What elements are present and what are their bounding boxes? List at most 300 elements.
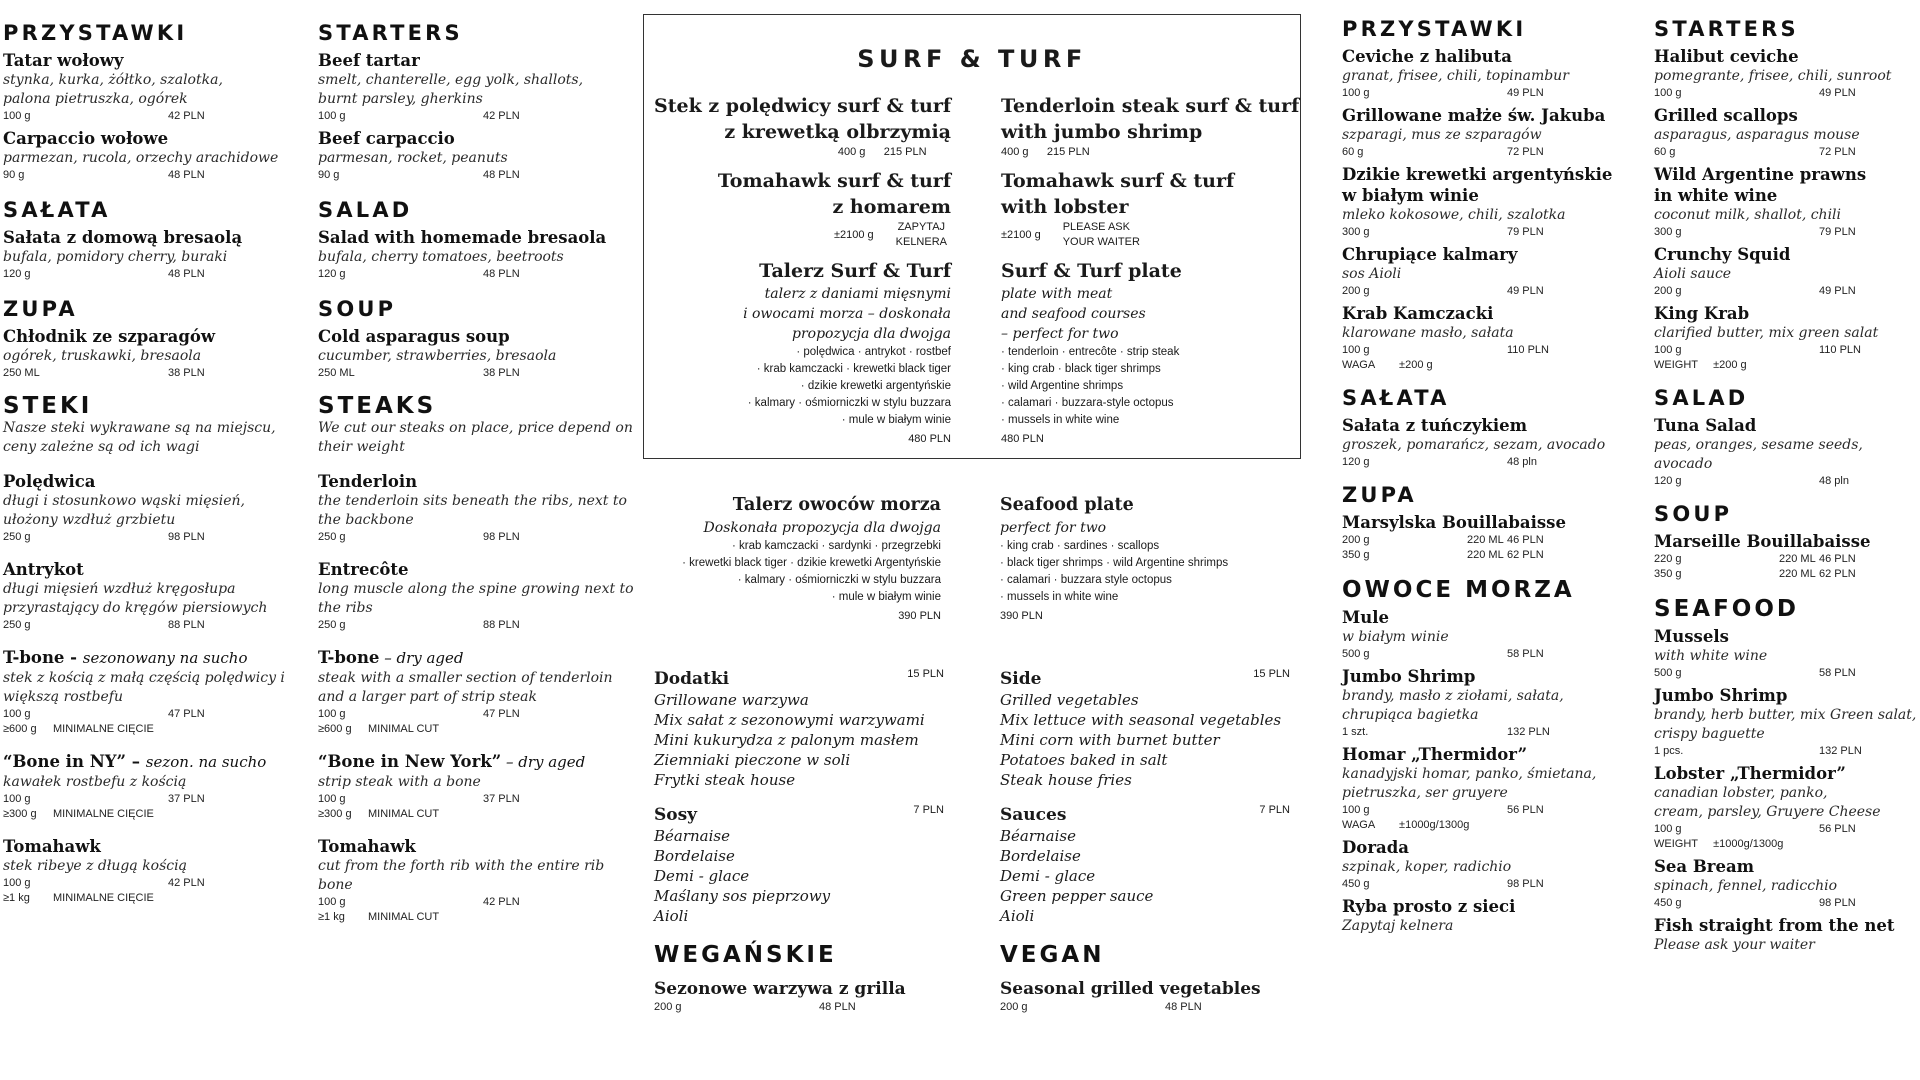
item-min-label: MINIMAL CUT <box>368 808 440 820</box>
menu-item: Sałata z domową bresaolą bufala, pomidory cherry, buraki 120 g 48 PLN <box>3 228 243 280</box>
menu-item <box>3 128 303 183</box>
item-quantity: 250 g <box>318 619 346 631</box>
item-price: 48 PLN <box>483 169 520 181</box>
item-price: 88 PLN <box>483 619 520 631</box>
list-line: propozycja dla dwojga <box>792 326 951 342</box>
item-description: kawałek rostbefu z kością <box>3 774 187 790</box>
item-price: 110 PLN <box>1507 344 1549 356</box>
heading-przystawki-2: PRZYSTAWKI <box>1342 17 1527 41</box>
item-name <box>1654 46 1920 67</box>
item-price-row <box>1654 284 1920 299</box>
item-name-main: T-bone - <box>3 648 83 667</box>
item-quantity: 60 g <box>1654 146 1676 158</box>
list-line: Maślany sos pieprzowy <box>654 887 831 905</box>
item-price-row <box>318 530 638 545</box>
item-price: 98 PLN <box>483 531 520 543</box>
item-name-main: Dzikie krewetki argentyńskie <box>1342 165 1613 184</box>
item-price-row <box>3 168 303 183</box>
surf-and-turf-box <box>643 14 1301 459</box>
surf-item-right-3: Surf & Turf plate plate with meat and seafood courses – perfect for two · tenderloin · entrecôte · strip steak · king crab · black tiger shrimps · wild Argentine shrimps · calamari · buzzara-style octopus · mussels in white wine 480 PLN <box>1001 258 1301 447</box>
list-line: plate with meat <box>1001 286 1113 302</box>
item-description: palona pietruszka, ogórek <box>3 91 188 107</box>
menu-item <box>3 751 303 822</box>
item-name <box>318 128 638 149</box>
heading-zupa: ZUPA <box>3 297 78 321</box>
item-min-weight: ≥600 g <box>318 723 352 735</box>
item-price-row <box>1654 666 1920 681</box>
item-minimal-cut <box>3 722 303 737</box>
item-quantity: 100 g <box>318 793 346 805</box>
item-price-row <box>1654 896 1920 911</box>
item-quantity: 60 g <box>1342 146 1364 158</box>
menu-item <box>1654 244 1920 299</box>
item-description: długi mięsień wzdłuż kręgosłupa <box>3 581 236 597</box>
list-line: Demi - glace <box>654 867 750 885</box>
heading-starters-2: STARTERS <box>1654 17 1799 41</box>
item-name-main: Krab Kamczacki <box>1342 304 1494 323</box>
item-minimal-cut <box>318 722 638 737</box>
item-price: 37 PLN <box>483 793 520 805</box>
item-description: stynka, kurka, żółtko, szalotka, <box>3 72 223 88</box>
item-quantity: 100 g <box>1654 344 1682 356</box>
item-price: 42 PLN <box>483 110 520 122</box>
item-price-row <box>1342 86 1632 101</box>
item-quantity: 450 g <box>1654 897 1682 909</box>
item-name <box>3 128 303 149</box>
item-description: canadian lobster, panko, <box>1654 785 1828 801</box>
list-line: and seafood courses <box>1001 306 1146 322</box>
menu-item <box>1342 666 1632 740</box>
menu-item <box>1654 105 1920 160</box>
menu-item <box>1654 164 1920 240</box>
menu-item <box>1342 607 1632 662</box>
menu-item <box>1342 744 1632 833</box>
menu-item <box>1342 46 1632 101</box>
item-name-main: Halibut ceviche <box>1654 47 1799 66</box>
item-description: the ribs <box>318 600 373 616</box>
menu-item <box>1342 164 1632 240</box>
heading-zupa-2: ZUPA <box>1342 483 1417 507</box>
list-line: Mix sałat z sezonowymi warzywami <box>654 711 925 729</box>
list-line: talerz z daniami mięsnymi <box>764 286 951 302</box>
item-name-main: Jumbo Shrimp <box>1342 667 1476 686</box>
item-name <box>1342 666 1632 687</box>
list-line: · kalmary · ośmiorniczki w stylu buzzara <box>747 397 951 409</box>
heading-steki: STEKI <box>3 393 93 419</box>
item-min-weight: ≥1 kg <box>318 911 345 923</box>
list-line: · king crab · sardines · scallops <box>1000 540 1160 552</box>
list-line: Bordelaise <box>1000 847 1081 865</box>
item-quantity: 100 g <box>3 708 31 720</box>
item-name-main: Wild Argentine prawns <box>1654 165 1867 184</box>
item-name <box>1342 105 1632 126</box>
item-description: cut from the forth rib with the entire rib bone <box>318 858 605 893</box>
item-name-main: Mule <box>1342 608 1390 627</box>
item-description: stek ribeye z długą kością <box>3 858 187 874</box>
item-quantity: 200 g <box>1654 285 1682 297</box>
list-line: · krewetki black tiger · dzikie krewetki Argentyńskie <box>682 557 941 569</box>
item-price-row <box>3 707 303 722</box>
item-name-main: “Bone in New York” <box>318 752 502 771</box>
item-minimal-cut <box>318 910 638 925</box>
item-description: Zapytaj kelnera <box>1342 918 1454 934</box>
menu-item <box>3 559 303 633</box>
item-name-main: Chrupiące kalmary <box>1342 245 1518 264</box>
item-name <box>1342 744 1632 765</box>
item-quantity: 100 g <box>318 708 346 720</box>
item-quantity: 100 g <box>3 110 31 122</box>
heading-seafood: SEAFOOD <box>1654 596 1799 622</box>
item-quantity: 90 g <box>318 169 340 181</box>
item-name-main: King Krab <box>1654 304 1750 323</box>
item-weight-note: WEIGHT ±200 g <box>1654 359 1747 371</box>
menu-item <box>1342 105 1632 160</box>
item-name <box>1654 244 1920 265</box>
heading-salata-2: SAŁATA <box>1342 386 1450 410</box>
item-quantity: 90 g <box>3 169 25 181</box>
menu-item <box>318 128 638 183</box>
item-price-row <box>1342 647 1632 662</box>
item-description: pomegrante, frisee, chili, sunroot <box>1654 68 1892 84</box>
item-price: 132 PLN <box>1507 726 1550 738</box>
item-name-main: Grilled scallops <box>1654 106 1798 125</box>
item-price-row <box>1654 86 1920 101</box>
item-name-main: Crunchy Squid <box>1654 245 1791 264</box>
list-line: Béarnaise <box>654 827 730 845</box>
list-line: Frytki steak house <box>654 771 796 789</box>
item-name-main: Dorada <box>1342 838 1409 857</box>
item-name <box>1654 303 1920 324</box>
list-line: · kalmary · ośmiorniczki w stylu buzzara <box>737 574 941 586</box>
list-line: Steak house fries <box>1000 771 1132 789</box>
item-name <box>1342 244 1632 265</box>
item-price-row <box>318 707 638 722</box>
item-price: 42 PLN <box>483 896 520 908</box>
item-description: strip steak with a bone <box>318 774 481 790</box>
item-name <box>318 559 638 580</box>
item-name-main: T-bone <box>318 648 380 667</box>
item-name <box>3 559 303 580</box>
surf-item-right-2: Tomahawk surf & turf with lobster ±2100 g PLEASE ASK YOUR WAITER <box>1001 170 1235 248</box>
item-description: większą rostbefu <box>3 689 123 705</box>
list-line: Mini corn with burnet butter <box>1000 731 1220 749</box>
item-description: długi i stosunkowo wąski mięsień, <box>3 493 245 509</box>
item-name <box>1654 763 1920 784</box>
seafood-plate-english: Seafood plate perfect for two · king crab · sardines · scallops · black tiger shrimps · wild Argentine shrimps · calamari · buzzara style octopus · mussels in white wine 390 PLN <box>1000 492 1300 624</box>
heading-przystawki: PRZYSTAWKI <box>3 21 188 45</box>
item-minimal-cut <box>3 807 303 822</box>
item-description: steak with a smaller section of tenderloin <box>318 670 613 686</box>
item-price-row <box>3 792 303 807</box>
item-description: granat, frisee, chili, topinambur <box>1342 68 1569 84</box>
list-line: · mussels in white wine <box>1000 591 1119 603</box>
list-line: · tenderloin · entrecôte · strip steak <box>1001 346 1180 358</box>
item-price: 72 PLN <box>1819 146 1856 158</box>
menu-item: Marsylska Bouillabaisse 200 g 220 ML 46 PLN 350 g 220 ML 62 PLN <box>1342 513 1566 561</box>
list-line: Aioli <box>1000 907 1035 925</box>
item-quantity: 500 g <box>1342 648 1370 660</box>
item-name-main: Beef tartar <box>318 51 420 70</box>
item-description: spinach, fennel, radicchio <box>1654 878 1837 894</box>
item-price-row <box>318 792 638 807</box>
item-price: 47 PLN <box>168 708 205 720</box>
item-quantity: 100 g <box>1342 804 1370 816</box>
column-english-seafood <box>1654 16 1920 955</box>
item-price-row <box>318 618 638 633</box>
item-price-row <box>318 895 638 910</box>
item-quantity: 200 g <box>1342 285 1370 297</box>
item-description: clarified butter, mix green salat <box>1654 325 1879 341</box>
item-description: the tenderloin sits beneath the ribs, next to <box>318 493 627 509</box>
item-name <box>1654 105 1920 126</box>
item-name <box>3 50 303 71</box>
item-price: 98 PLN <box>1819 897 1856 909</box>
item-name <box>3 836 303 857</box>
menu-item <box>1342 244 1632 299</box>
item-quantity: 300 g <box>1654 226 1682 238</box>
item-description: przyrastający do kręgów piersiowych <box>3 600 268 616</box>
item-price-row <box>318 168 638 183</box>
heading-soup: SOUP <box>318 297 397 321</box>
list-line: Grilled vegetables <box>1000 691 1139 709</box>
item-description: and a larger part of strip steak <box>318 689 537 705</box>
item-min-label: MINIMALNE CIĘCIE <box>53 723 154 735</box>
column-english-starters-steaks: STARTERS Beef tartar smelt, chanterelle, egg yolk, shallots, burnt parsley, gherkins 100 g 42 PLN Beef carpaccio parmesan, rocket, peanuts 90 g 48 PLN SALAD Salad with homemade bresaola bufala, cherry tomatoes, beetroots 120 g 48 PLN SOUP Cold asparagus soup cucumber, strawberries, bresaola 250 ML 38 PLN STEAKS We cut our steaks on place, price depend on their weight Tenderloin the tenderloin sits beneath the ribs, next to the backbone 250 g 98 PLN Entrecôte long muscle along the spine growing next to the ribs 250 g 88 PLN T-bone – dry aged steak with a smaller section of tenderloin and a larger part of strip steak 100 g 47 PLN ≥600 g MINIMAL CUT “Bone in New York” – dry aged strip steak with a bone 100 g 37 PLN ≥300 g MINIMAL CUT Tomahawk cut from the forth rib with the entire rib bone 100 g 42 PLN ≥1 kg MINIMAL CUT <box>318 20 638 925</box>
item-price-row <box>1654 145 1920 160</box>
heading-soup-2: SOUP <box>1654 502 1733 526</box>
menu-item <box>3 647 303 737</box>
item-quantity: 100 g <box>1342 344 1370 356</box>
item-price-row <box>1654 744 1920 759</box>
menu-item <box>3 50 303 124</box>
item-name-main: Homar „Thermidor” <box>1342 745 1528 764</box>
list-line: i owocami morza – doskonała <box>743 306 951 322</box>
item-min-label: MINIMAL CUT <box>368 723 440 735</box>
item-name-main: Tenderloin <box>318 472 418 491</box>
menu-item <box>1654 763 1920 852</box>
item-price: 37 PLN <box>168 793 205 805</box>
item-name-main: Tomahawk <box>3 837 101 856</box>
surf-item-right-1: Tenderloin steak surf & turf with jumbo shrimp 400 g 215 PLN <box>1001 95 1300 158</box>
item-description: long muscle along the spine growing next to <box>318 581 634 597</box>
menu-item: Marseille Bouillabaisse 220 g 220 ML 46 PLN 350 g 220 ML 62 PLN <box>1654 532 1871 580</box>
item-quantity: 100 g <box>1342 87 1370 99</box>
item-name <box>1342 837 1632 858</box>
seafood-plate-polish: Talerz owoców morza Doskonała propozycja dla dwojga · krab kamczacki · sardynki · przegrzebki · krewetki black tiger · dzikie krewetki Argentyńskie · kalmary · ośmiorniczki w stylu buzzara · mule w białym winie 390 PLN <box>643 492 941 624</box>
item-minimal-cut <box>3 891 303 906</box>
list-line: · mule w białym winie <box>831 591 941 603</box>
heading-weganskie: WEGAŃSKIE <box>654 942 837 968</box>
item-quantity: 300 g <box>1342 226 1370 238</box>
item-name <box>1342 46 1632 67</box>
menu-item <box>318 50 638 124</box>
item-name <box>1654 164 1920 185</box>
item-name-main: Entrecôte <box>318 560 409 579</box>
menu-item <box>1654 915 1920 955</box>
item-price: 58 PLN <box>1507 648 1544 660</box>
list-line: · krab kamczacki · krewetki black tiger <box>756 363 951 375</box>
item-min-label: MINIMAL CUT <box>368 911 440 923</box>
item-name-second: w białym winie <box>1342 186 1479 205</box>
item-name <box>1654 915 1920 936</box>
item-description: Aioli sauce <box>1654 266 1732 282</box>
item-name <box>318 751 638 773</box>
item-quantity: 250 g <box>3 619 31 631</box>
list-line: Mini kukurydza z palonym masłem <box>654 731 919 749</box>
item-description: stek z kością z małą częścią polędwicy i <box>3 670 285 686</box>
menu-item: Salad with homemade bresaola bufala, cherry tomatoes, beetroots 120 g 48 PLN <box>318 228 607 280</box>
item-name <box>3 751 303 773</box>
item-price: 110 PLN <box>1819 344 1861 356</box>
item-price-row <box>3 876 303 891</box>
item-price-row <box>1654 822 1920 837</box>
list-line: · king crab · black tiger shrimps <box>1001 363 1161 375</box>
item-price-row <box>318 109 638 124</box>
item-price-row <box>1342 725 1632 740</box>
heading-salad-2: SALAD <box>1654 386 1749 410</box>
list-line: · polędwica · antrykot · rostbef <box>796 346 951 358</box>
item-name-main: Tomahawk <box>318 837 416 856</box>
heading-vegan: VEGAN <box>1000 942 1105 968</box>
menu-item: Sałata z tuńczykiem groszek, pomarańcz, sezam, avocado 120 g 48 pln <box>1342 416 1606 468</box>
item-name-note: – dry aged <box>379 649 464 667</box>
list-line: – perfect for two <box>1001 326 1119 342</box>
item-price: 98 PLN <box>1507 878 1544 890</box>
item-name <box>1654 856 1920 877</box>
list-line: Potatoes baked in salt <box>1000 751 1168 769</box>
menu-item <box>318 471 638 545</box>
list-line: Béarnaise <box>1000 827 1076 845</box>
menu-item: Chłodnik ze szparagów ogórek, truskawki, bresaola 250 ML 38 PLN <box>3 327 216 379</box>
item-description: parmesan, rocket, peanuts <box>318 150 508 166</box>
item-description: asparagus, asparagus mouse <box>1654 127 1860 143</box>
item-price-row <box>3 618 303 633</box>
item-quantity: 100 g <box>1654 87 1682 99</box>
item-name <box>318 647 638 669</box>
item-name <box>3 471 303 492</box>
item-name <box>1342 607 1632 628</box>
item-price-row <box>1654 343 1920 358</box>
surf-turf-title: SURF & TURF <box>857 45 1087 73</box>
item-price: 132 PLN <box>1819 745 1862 757</box>
item-description: szparagi, mus ze szparagów <box>1342 127 1542 143</box>
item-min-weight: ≥1 kg <box>3 892 30 904</box>
item-price: 56 PLN <box>1507 804 1544 816</box>
item-name-main: Ceviche z halibuta <box>1342 47 1512 66</box>
list-line: · krab kamczacki · sardynki · przegrzebki <box>732 540 941 552</box>
item-price: 98 PLN <box>168 531 205 543</box>
menu-item <box>318 836 638 925</box>
surf-item-left-3: Talerz Surf & Turf talerz z daniami mięsnymi i owocami morza – doskonała propozycja dla dwojga · polędwica · antrykot · rostbef · krab kamczacki · krewetki black tiger · dzikie krewetki argentyńskie · kalmary · ośmiorniczki w stylu buzzara · mule w białym winie 480 PLN <box>651 258 951 447</box>
heading-starters: STARTERS <box>318 21 463 45</box>
item-price-row <box>1342 284 1632 299</box>
item-quantity: 1 szt. <box>1342 726 1369 738</box>
menu-item: Tuna Salad peas, oranges, sesame seeds, avocado 120 g 48 pln <box>1654 416 1863 487</box>
surf-item-left-1: Stek z polędwicy surf & turf z krewetką olbrzymią 400 g 215 PLN <box>654 95 951 158</box>
item-price: 88 PLN <box>168 619 205 631</box>
menu-item <box>1342 837 1632 892</box>
list-line: Aioli <box>654 907 689 925</box>
heading-owoce-morza: OWOCE MORZA <box>1342 577 1575 603</box>
item-price: 56 PLN <box>1819 823 1856 835</box>
item-name-main: Tatar wołowy <box>3 51 124 70</box>
item-name <box>1342 896 1632 917</box>
item-description: the backbone <box>318 512 414 528</box>
item-name <box>318 471 638 492</box>
list-line: · calamari · buzzara style octopus <box>1000 574 1172 586</box>
list-line: Green pepper sauce <box>1000 887 1154 905</box>
item-quantity: 100 g <box>318 896 346 908</box>
item-price: 49 PLN <box>1507 285 1544 297</box>
item-description: ułożony wzdłuż grzbietu <box>3 512 176 528</box>
item-price: 79 PLN <box>1507 226 1544 238</box>
item-weight-note: WAGA ±1000g/1300g <box>1342 819 1470 831</box>
sides-polish: Dodatki 15 PLN Grillowane warzywa Mix sałat z sezonowymi warzywami Mini kukurydza z palonym masłem Ziemniaki pieczone w soli Frytki steak house Sosy 7 PLN Béarnaise Bordelaise Demi - glace Maślany sos pieprzowy Aioli WEGAŃSKIE Sezonowe warzywa z grilla 200 g 48 PLN <box>654 668 944 1013</box>
sides-english: Side 15 PLN Grilled vegetables Mix lettuce with seasonal vegetables Mini corn with burnet butter Potatoes baked in salt Steak house fries Sauces 7 PLN Béarnaise Bordelaise Demi - glace Green pepper sauce Aioli VEGAN Seasonal grilled vegetables 200 g 48 PLN <box>1000 668 1290 1013</box>
item-min-label: MINIMALNE CIĘCIE <box>53 808 154 820</box>
item-description: w białym winie <box>1342 629 1449 645</box>
item-name-main: Lobster „Thermidor” <box>1654 764 1846 783</box>
item-description: burnt parsley, gherkins <box>318 91 483 107</box>
item-min-weight: ≥300 g <box>3 808 37 820</box>
item-weight-note: WEIGHT ±1000g/1300g <box>1654 838 1784 850</box>
item-description: Please ask your waiter <box>1654 937 1815 953</box>
item-price: 72 PLN <box>1507 146 1544 158</box>
list-line: Bordelaise <box>654 847 735 865</box>
item-name <box>1342 164 1632 185</box>
item-price: 58 PLN <box>1819 667 1856 679</box>
item-description: with white wine <box>1654 648 1768 664</box>
list-line: · mule w białym winie <box>841 414 951 426</box>
item-description: brandy, herb butter, mix Green salat, <box>1654 707 1917 723</box>
item-name-main: Beef carpaccio <box>318 129 455 148</box>
menu-item <box>1654 626 1920 681</box>
menu-item <box>1654 685 1920 759</box>
list-line: · mussels in white wine <box>1001 414 1120 426</box>
menu-item <box>3 836 303 906</box>
item-price: 49 PLN <box>1819 285 1856 297</box>
item-name-main: Grillowane małże św. Jakuba <box>1342 106 1606 125</box>
item-price-row <box>1654 225 1920 240</box>
heading-steaks: STEAKS <box>318 393 437 419</box>
list-line: · calamari · buzzara-style octopus <box>1001 397 1174 409</box>
item-name-note: sezonowany na sucho <box>82 649 248 667</box>
item-quantity: 100 g <box>3 793 31 805</box>
list-line: Demi - glace <box>1000 867 1096 885</box>
item-min-label: MINIMALNE CIĘCIE <box>53 892 154 904</box>
item-name <box>1654 685 1920 706</box>
item-name-main: Mussels <box>1654 627 1729 646</box>
item-name-note: sezon. na sucho <box>145 753 267 771</box>
item-min-weight: ≥300 g <box>318 808 352 820</box>
list-line: · wild Argentine shrimps <box>1001 380 1124 392</box>
menu-item <box>1342 896 1632 936</box>
item-quantity: 250 g <box>3 531 31 543</box>
item-price: 49 PLN <box>1819 87 1856 99</box>
item-name-main: Carpaccio wołowe <box>3 129 169 148</box>
item-name-main: Ryba prosto z sieci <box>1342 897 1516 916</box>
list-line: Ziemniaki pieczone w soli <box>654 751 851 769</box>
item-price: 79 PLN <box>1819 226 1856 238</box>
item-name-main: “Bone in NY” – <box>3 752 146 771</box>
item-description: brandy, masło z ziołami, sałata, <box>1342 688 1564 704</box>
item-name-main: Jumbo Shrimp <box>1654 686 1788 705</box>
heading-salata: SAŁATA <box>3 198 111 222</box>
menu-item <box>318 647 638 737</box>
item-quantity: 250 g <box>318 531 346 543</box>
column-polish-starters-steaks: PRZYSTAWKI Tatar wołowy stynka, kurka, żółtko, szalotka, palona pietruszka, ogórek 100 g 42 PLN Carpaccio wołowe parmezan, rucola, orzechy arachidowe 90 g 48 PLN SAŁATA Sałata z domową bresaolą bufala, pomidory cherry, buraki 120 g 48 PLN ZUPA Chłodnik ze szparagów ogórek, truskawki, bresaola 250 ML 38 PLN STEKI Nasze steki wykrawane są na miejscu, ceny zależne są od ich wagi Polędwica długi i stosunkowo wąski mięsień, ułożony wzdłuż grzbietu 250 g 98 PLN Antrykot długi mięsień wzdłuż kręgosłupa przyrastający do kręgów piersiowych 250 g 88 PLN T-bone - sezonowany na sucho stek z kością z małą częścią polędwicy i większą rostbefu 100 g 47 PLN ≥600 g MINIMALNE CIĘCIE “Bone in NY” – sezon. na sucho kawałek rostbefu z kością 100 g 37 PLN ≥300 g MINIMALNE CIĘCIE Tomahawk stek ribeye z długą kością 100 g 42 PLN ≥1 kg MINIMALNE CIĘCIE <box>3 20 303 906</box>
item-price: 42 PLN <box>168 877 205 889</box>
